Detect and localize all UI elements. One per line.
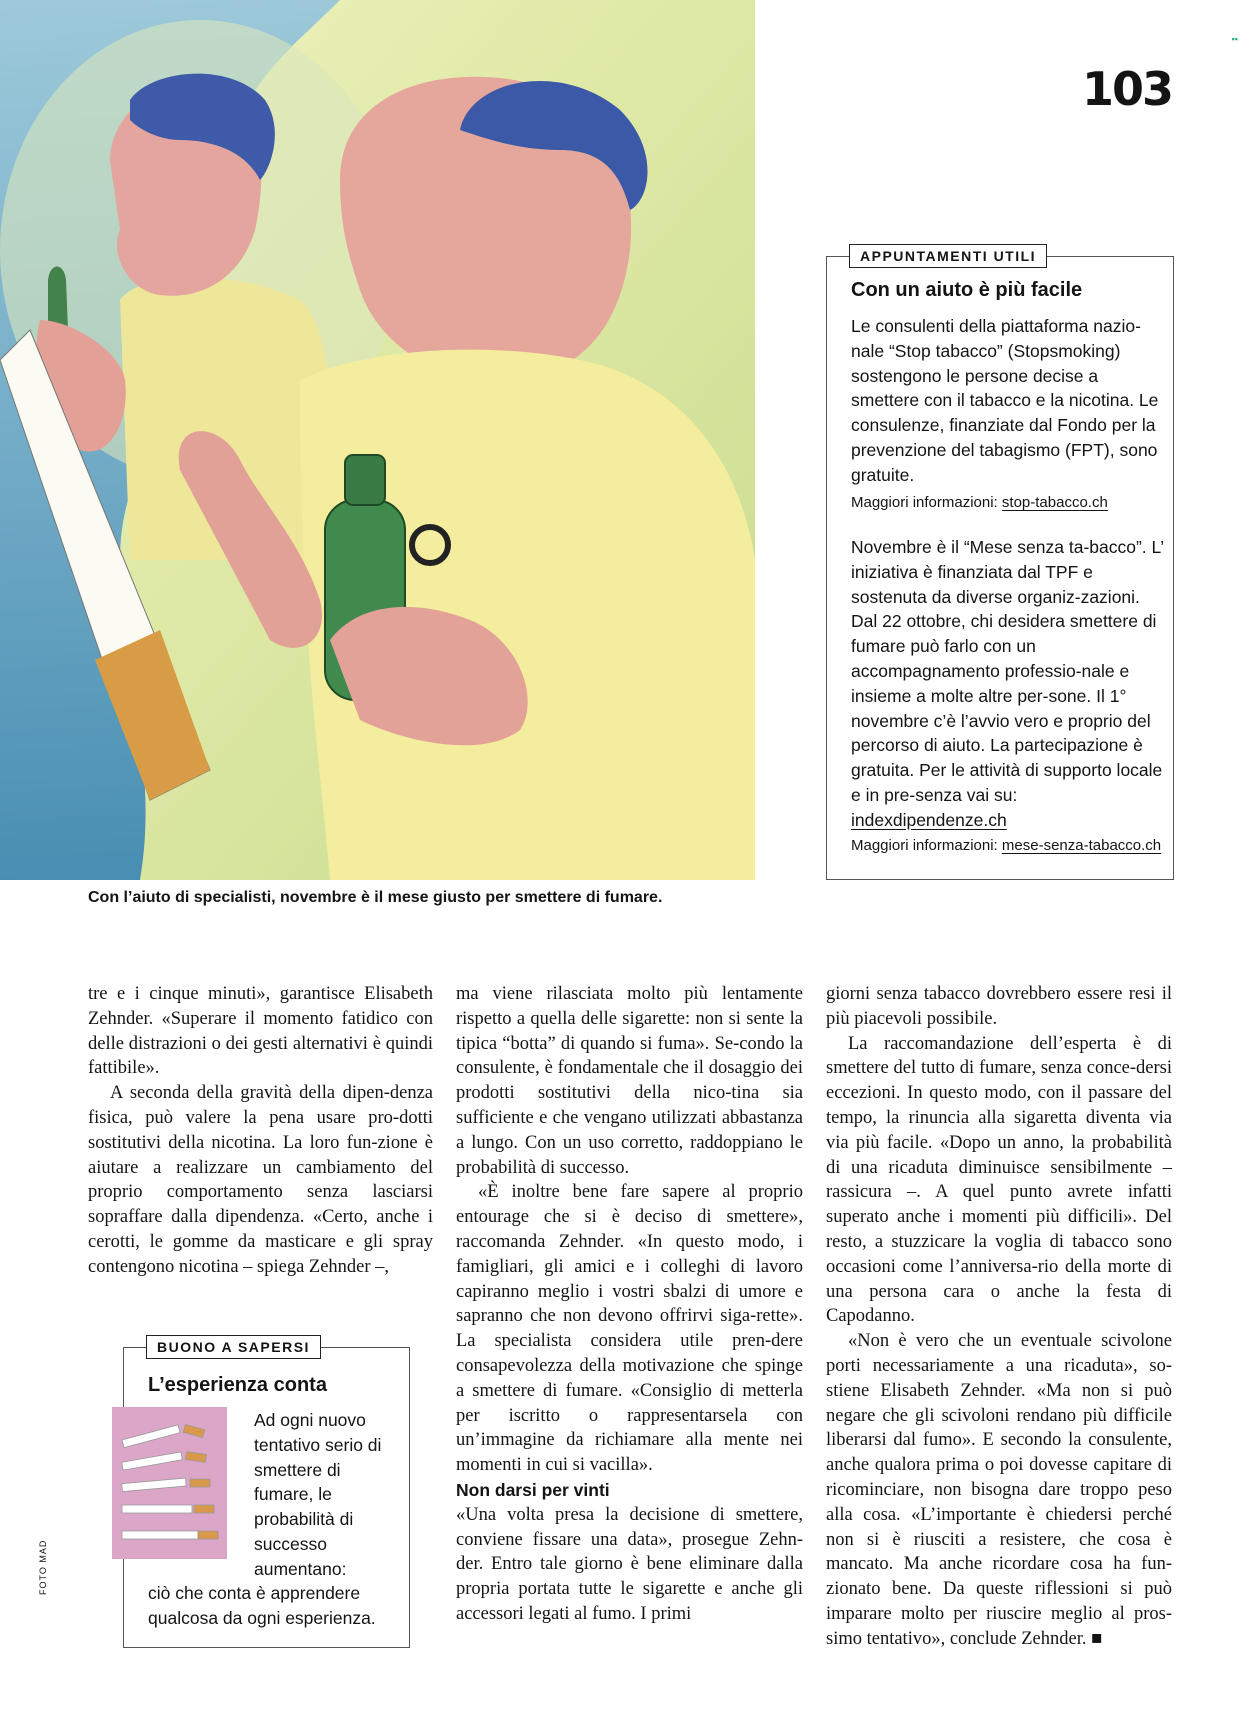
article-column-1 — [88, 982, 433, 1280]
info-box-title: L’esperienza conta — [148, 1374, 327, 1396]
link-mese-senza-tabacco[interactable]: mese-senza-tabacco.ch — [1001, 837, 1162, 854]
link-indexdipendenze[interactable]: indexdipendenze.ch — [851, 809, 1007, 830]
sidebar-box-appointments — [826, 248, 1174, 880]
photo-credit: FOTO MAD — [38, 1539, 48, 1595]
sidebar-more-info-2 — [851, 837, 1161, 854]
article-paragraph: giorni senza tabacco dovrebbero essere resi il più piacevoli possibile. — [826, 984, 1172, 1029]
article-paragraph: La raccomandazione dell’esperta è di smettere del tutto di fumare, senza conce-dersi eccezioni. In questo modo, con il passare del tempo, la rinuncia alla sigaretta diventa via via più facile. «Dopo un anno, la probabilità di una ricaduta diminuisce sensibilmente – rassicura –. A quel punto avrete infatti superato anche i momenti più difficili». Del resto, a stuzzicare la voglia di tabacco sono occasioni come l’anniversa-rio della morte di una persona cara o anche la festa di Capodanno. — [826, 1033, 1172, 1327]
more-info-label: Maggiori informazioni: — [851, 837, 1002, 854]
man-refusing-cigarette-illustration — [0, 0, 755, 880]
article-paragraph: ma viene rilasciata molto più lentamente rispetto a quella delle sigarette: non si sente la tipica “botta” di quando si fuma». Se-condo la consulente, è fondamentale che il dosaggio dei prodotti sostitutivi della nico-tina sia sufficiente e che vengano utilizzati abbastanza a lungo. Con un uso corretto, raddoppiano le probabilità di successo. — [456, 984, 803, 1178]
info-box-intro: Ad ogni nuovo tentativo serio di smettere di fumare, le probabilità di successo aumentano: — [254, 1410, 382, 1579]
broken-cigarettes-image — [112, 1407, 227, 1559]
article-subheading: Non darsi per vinti — [456, 1479, 610, 1500]
info-box-good-to-know — [123, 1339, 410, 1648]
registration-marks: ▪▪ — [1231, 34, 1238, 44]
sidebar-tag: APPUNTAMENTI UTILI — [849, 244, 1047, 268]
article-paragraph: «È inoltre bene fare sapere al proprio entourage che si è deciso di smettere», raccomanda Zehnder. «In questo modo, i famigliari, gli amici e i colleghi di lavoro capiranno meglio i vostri sbalzi di umore e sapranno che non devono offrirvi siga-rette». La specialista considera utile pren-dere consapevolezza della motivazione che spinge a smettere di fumare. «Consiglio di metterla per iscritto o rappresentarsela con un’immagine da richiamare alla mente nei momenti in cui si vacilla». — [456, 1182, 803, 1476]
article-paragraph: «Non è vero che un eventuale scivolone porti necessariamente a una ricaduta», so-stiene Elisabeth Zehnder. «Ma non si può negare che gli scivoloni rendano più difficile liberarsi dal fumo». E secondo la consulente, anche qualora prima o poi dovesse capitare di ricominciare, non bisogna dare troppo peso alla cosa. «L’importante è chiedersi perché non si è riusciti a resistere, che cosa è mancato. Ma anche ricordare cosa ha fun-zionato bene. Da queste riflessioni si può imparare molto per riuscire meglio al pros-simo tentativo», conclude Zehnder. ■ — [826, 1331, 1172, 1649]
article-column-3 — [826, 982, 1172, 1652]
sidebar-title: Con un aiuto è più facile — [851, 279, 1083, 301]
sidebar-paragraph-2 — [851, 535, 1169, 833]
page-number: 103 — [1081, 62, 1172, 116]
sidebar-paragraph-1: Le consulenti della piattaforma nazio-nale “Stop tabacco” (Stopsmoking) sostengono le persone decise a smettere con il tabacco e la nicotina. Le consulenze, finanziate dal Fondo per la prevenzione del tabagismo (FPT), sono gratuite. — [851, 316, 1159, 485]
article-column-2 — [456, 982, 803, 1627]
illustration — [0, 0, 755, 880]
link-stop-tabacco[interactable]: stop-tabacco.ch — [1001, 494, 1108, 511]
article-paragraph: «Una volta presa la decisione di smettere, conviene fissare una data», prosegue Zehn-der. Entro tale giorno è bene eliminare dalla propria portata tutte le sigarette e anche gli accessori legati al fumo. I primi — [456, 1504, 803, 1624]
image-caption: Con l’aiuto di specialisti, novembre è il mese giusto per smettere di fumare. — [88, 889, 663, 906]
article-paragraph: tre e i cinque minuti», garantisce Elisabeth Zehnder. «Superare il momento fatidico con delle distrazioni o dei gesti alternativi è quindi fattibile». — [88, 984, 433, 1079]
broken-cigarettes-icon — [112, 1407, 227, 1559]
more-info-label: Maggiori informazioni: — [851, 494, 1002, 511]
sidebar-paragraph-2-text: Novembre è il “Mese senza ta-bacco”. L’ iniziativa è finanziata dal TPF e sostenuta da diverse organiz-zazioni. Dal 22 ottobre, chi desidera smettere di fumare può farlo con un accompagnamento professio-nale e insieme a molte altre per-sone. Il 1° novembre c’è l’avvio vero e proprio del percorso di aiuto. La partecipazione è gratuita. Per le attività di supporto locale e in pre-senza vai su: — [851, 537, 1164, 805]
sidebar-more-info-1 — [851, 494, 1108, 511]
info-box-conclusion: ciò che conta è apprendere qualcosa da ogni esperienza. — [148, 1583, 376, 1628]
article-paragraph: A seconda della gravità della dipen-denza fisica, può valere la pena usare pro-dotti sostitutivi della nicotina. La loro fun-zione è aiutare a realizzare un cambiamento del proprio comportamento senza lasciarsi sopraffare dalla dipendenza. «Certo, anche i cerotti, le gomme da masticare e gli spray contengono nicotina – spiega Zehnder –, — [88, 1083, 433, 1277]
info-box-tag: BUONO A SAPERSI — [146, 1335, 321, 1359]
